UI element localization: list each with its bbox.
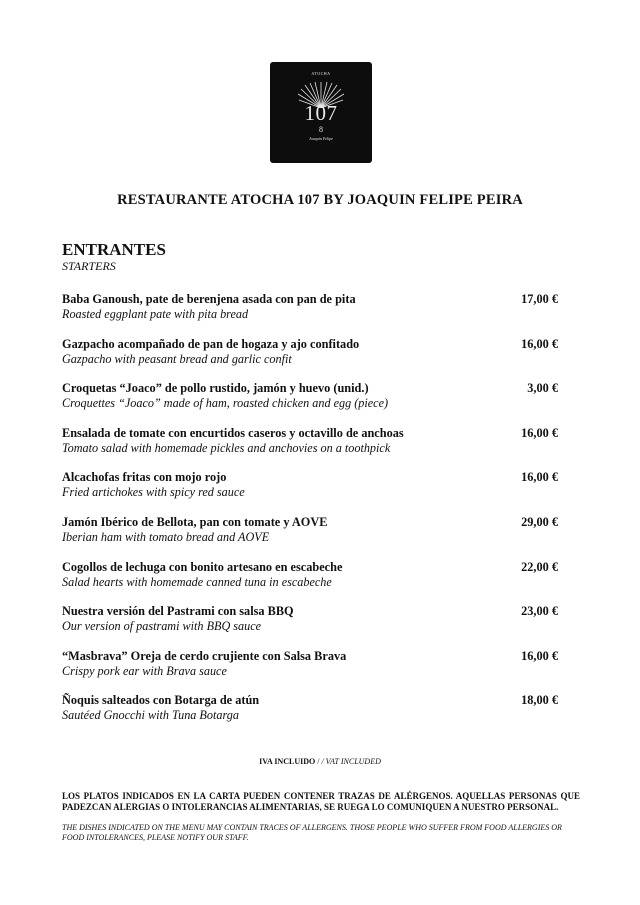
item-price: 17,00 € (521, 292, 558, 306)
menu-item (62, 649, 558, 694)
item-price: 16,00 € (521, 648, 558, 663)
allergen-notice: LOS PLATOS INDICADOS EN LA CARTA PUEDEN CONTENER TRAZAS DE ALÉRGENOS. AQUELLAS PERSONAS QUE PADEZCAN ALERGIAS O INTOLERANCIAS ALIMENTARIAS, SE RUEGA LO COMUNIQUEN A NUESTRO PERSONAL. (62, 791, 580, 812)
item-name: Gazpacho acompañado de pan de hogaza y ajo confitado (62, 336, 360, 351)
item-translation: Gazpacho with peasant bread and garlic confit (62, 351, 292, 366)
item-price: 3,00 € (527, 381, 558, 396)
logo-top-text: ATOCHA (311, 71, 331, 76)
menu-item (62, 381, 558, 426)
logo-signature: Joaquin Felipe (308, 136, 334, 141)
item-name: Baba Ganoush, pate de berenjena asada con pan de pita (62, 292, 356, 306)
item-price: 23,00 € (521, 604, 558, 619)
menu-item (62, 604, 558, 649)
item-name: Alcachofas fritas con mojo rojo (62, 470, 227, 485)
item-name: Nuestra versión del Pastrami con salsa BBQ (62, 604, 294, 619)
section-title: ENTRANTES (62, 240, 166, 259)
item-price: 29,00 € (521, 514, 558, 529)
restaurant-logo (270, 62, 372, 163)
item-price: 16,00 € (521, 425, 558, 440)
menu-items (62, 292, 558, 738)
item-translation: Iberian ham with tomato bread and AOVE (62, 529, 270, 544)
item-price: 16,00 € (521, 336, 558, 351)
item-translation: Roasted eggplant pate with pita bread (62, 307, 249, 321)
vat-note (0, 757, 640, 766)
vat-note-es: IVA INCLUIDO (259, 757, 316, 766)
menu-item (62, 470, 558, 515)
menu-item (62, 515, 558, 560)
item-translation: Our version of pastrami with BBQ sauce (62, 619, 262, 634)
item-translation: Croquettes “Joaco” made of ham, roasted chicken and egg (piece) (62, 396, 389, 411)
logo-mark: 8 (319, 125, 323, 134)
restaurant-title: RESTAURANTE ATOCHA 107 BY JOAQUIN FELIPE PEIRA (117, 192, 523, 208)
item-name: Cogollos de lechuga con bonito artesano en escabeche (62, 559, 343, 574)
item-name: Jamón Ibérico de Bellota, pan con tomate y AOVE (62, 514, 328, 529)
item-translation: Crispy pork ear with Brava sauce (62, 663, 227, 678)
vat-separator: / (315, 757, 322, 766)
item-price: 18,00 € (521, 693, 558, 708)
item-translation: Fried artichokes with spicy red sauce (62, 485, 245, 500)
item-name: Ñoquis salteados con Botarga de atún (62, 693, 260, 708)
menu-item (62, 292, 558, 337)
item-translation: Salad hearts with homemade canned tuna in escabeche (62, 574, 332, 589)
item-translation: Tomato salad with homemade pickles and anchovies on a toothpick (62, 440, 391, 455)
menu-item (62, 426, 558, 471)
logo-number: 107 (304, 101, 338, 125)
menu-item (62, 337, 558, 382)
item-price: 16,00 € (521, 470, 558, 485)
menu-item (62, 560, 558, 605)
menu-item (62, 693, 558, 738)
item-price: 22,00 € (521, 559, 558, 574)
vat-note-en: / VAT INCLUDED (321, 757, 381, 766)
item-translation: Sautéed Gnocchi with Tuna Botarga (62, 708, 239, 723)
section-subtitle: STARTERS (62, 259, 116, 273)
item-name: Ensalada de tomate con encurtidos caseros y octavillo de anchoas (62, 425, 404, 440)
item-name: “Masbrava” Oreja de cerdo crujiente con Salsa Brava (62, 648, 347, 663)
allergen-notice-english: THE DISHES INDICATED ON THE MENU MAY CONTAIN TRACES OF ALLERGENS. THOSE PEOPLE WHO SUFFER FROM FOOD ALLERGIES OR FOOD INTOLERANCES, PLEASE NOTIFY OUR STAFF. (62, 823, 562, 842)
item-name: Croquetas “Joaco” de pollo rustido, jamón y huevo (unid.) (62, 381, 369, 396)
